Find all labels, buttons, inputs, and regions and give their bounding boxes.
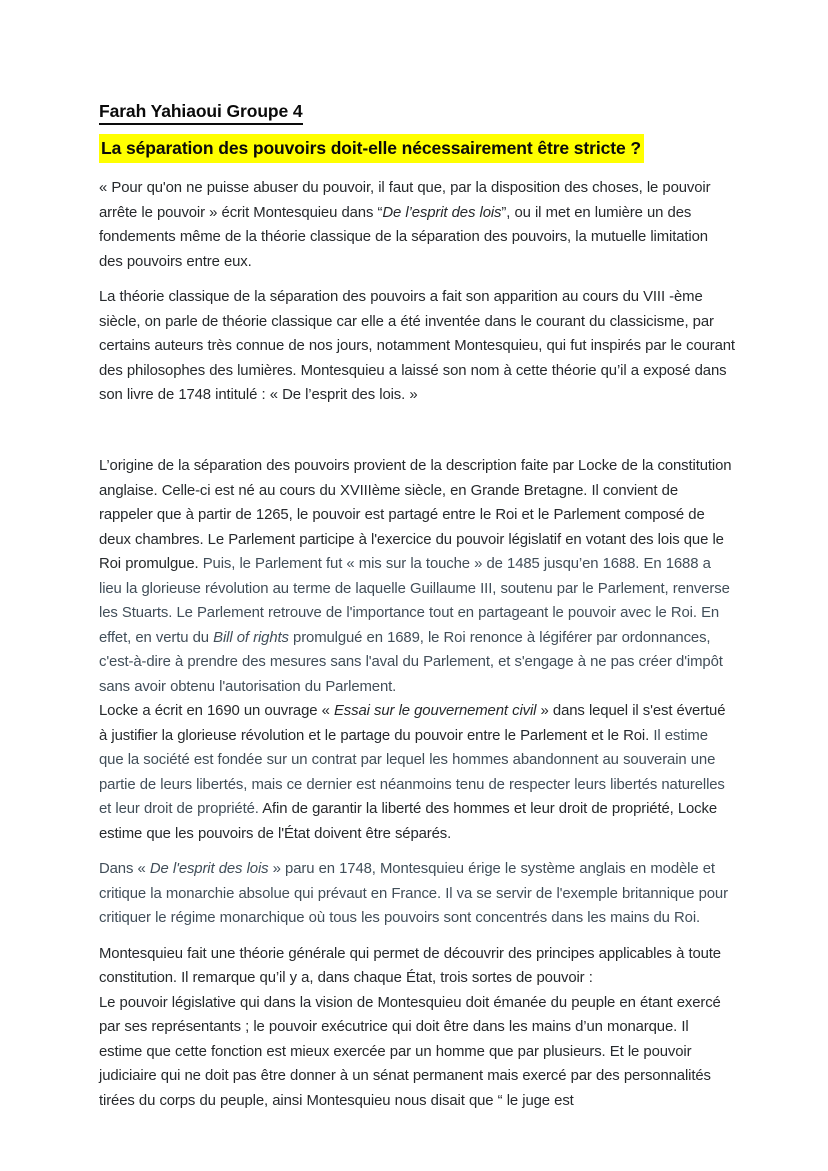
essay-question-title [99,138,733,159]
text-run: ”, ou il met en lumière un des fondements même de la théorie classique de la séparation des pouvoirs, la mutuelle limitation des pouvoirs entre eux. [99,204,708,270]
text-run: Il estime que la société est fondée sur un contrat par lequel les hommes abandonnent au souverain une partie de leurs libertés, mais ce dernier est néanmoins tenu de respecter leurs libertés naturelles et leur droit de propriété. [99,727,725,817]
text-run: » paru en 1748, Montesquieu érige le système anglais en modèle et critique la monarchie absolue qui prévaut en France. Il va se servir de l'exemple britannique pour critiquer le régime monarchique où tous les pouvoirs sont concentrés dans les mains du Roi. [99,861,728,926]
text-run: Locke a écrit en 1690 un ouvrage « [99,703,334,719]
highlighted-title-text: La séparation des pouvoirs doit-elle nécessairement être stricte ? [99,134,644,163]
paragraph-spacer [99,419,735,444]
text-run: Dans « [99,861,150,877]
text-run: De l'esprit des lois [149,861,269,877]
text-run: Essai sur le gouvernement civil [334,703,537,719]
text-run: L’origine de la séparation des pouvoirs provient de la description faite par Locke de la constitution anglaise. Celle-ci est né au cours du XVIIIème siècle, en Grande Bretagne. Il convient de rappeler que à partir de 1265, le pouvoir est partagé entre le Roi et le Parlement composé de deux chambres. Le Parlement participe à l'exercice du pouvoir législatif en votant des lois que le Roi promulgue. [99,458,732,572]
author-heading-text: Farah Yahiaoui Groupe 4 [99,101,303,125]
text-run: « Pour qu'on ne puisse abuser du pouvoir, il faut que, par la disposition des choses, le pouvoir arrête le pouvoir » écrit Montesquieu dans “ [99,180,711,221]
paragraph-esprit-des-lois-1748 [99,857,735,931]
text-run: Montesquieu fait une théorie générale qui permet de découvrir des principes applicables à toute constitution. Il remarque qu’il y a, dans chaque État, trois sortes de pouvoir : [99,945,721,986]
author-heading [99,101,733,122]
essay-body [99,176,735,1113]
text-run: Bill of rights [213,629,289,646]
text-run: Le pouvoir législative qui dans la vision de Montesquieu doit émanée du peuple en étant exercé par ses représentants ; le pouvoir exécutrice qui doit être dans les mains d’un monarque. Il estime que cette fonction est mieux exercée par un homme que par plusieurs. Et le pouvoir judiciaire qui ne doit pas être donner à un sénat permanent mais exercé par des personnalités tirées du corps du peuple, ainsi Montesquieu nous disait que “ le juge est [99,994,721,1109]
paragraph-theorie-classique [99,285,735,408]
text-run: Afin de garantir la liberté des hommes et leur droit de propriété, Locke estime que les pouvoirs de l'État doivent être séparés. [99,801,717,842]
paragraph-intro-quote [99,176,735,274]
text-run: De l’esprit des lois [382,204,502,221]
text-run: promulgué en 1689, le Roi renonce à légiférer par ordonnances, c'est-à-dire à prendre des mesures sans l'aval du Parlement, et s'engage à ne pas créer d'impôt sans avoir obtenu l'autorisation du Parlement. [99,629,723,695]
text-run: La théorie classique de la séparation des pouvoirs a fait son apparition au cours du VIII -ème siècle, on parle de théorie classique car elle a été inventée dans le courant du classicisme, par certains auteurs très connue de nos jours, notamment Montesquieu, qui fut inspirés par le courant des philosophes des lumières. Montesquieu a laissé son nom à cette théorie qu’il a exposé dans son livre de 1748 intitulé : « De l’esprit des lois. » [99,289,735,403]
paragraph-trois-pouvoirs [99,942,735,1114]
paragraph-origine-locke [99,454,735,846]
text-run: Puis, le Parlement fut « mis sur la touche » de 1485 jusqu’en 1688. En 1688 a lieu la glorieuse révolution au terme de laquelle Guillaume III, soutenu par le Parlement, renverse les Stuarts. Le Parlement retrouve de l'importance tout en partageant le pouvoir avec le Roi. En effet, en vertu du [99,556,730,646]
text-run: » dans lequel il s'est évertué à justifier la glorieuse révolution et le partage du pouvoir entre le Parlement et le Roi. [99,703,726,744]
